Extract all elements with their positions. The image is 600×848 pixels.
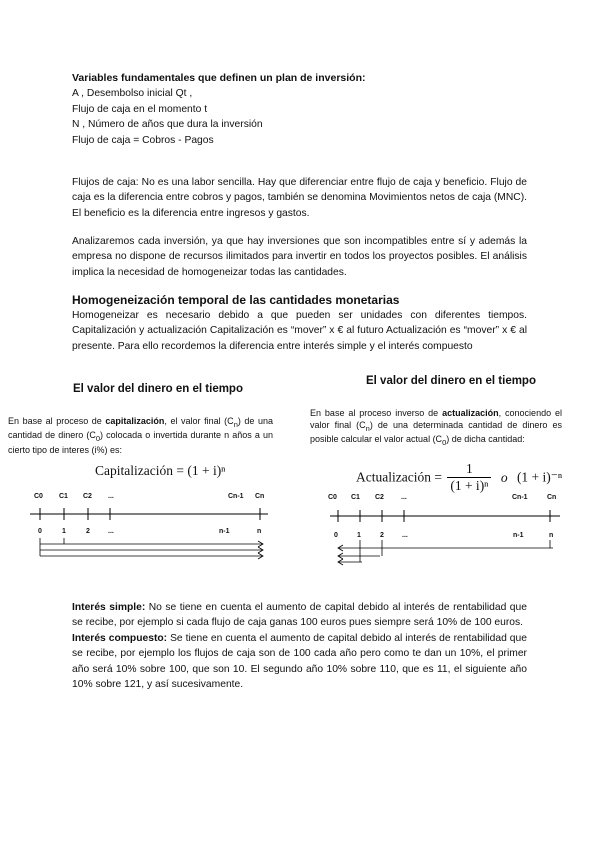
flujos-paragraph [72, 175, 527, 221]
right-capital-c0: C0 [328, 494, 337, 501]
right-period-n: n [549, 532, 554, 539]
interes-compuesto [72, 631, 527, 693]
right-capital-cn1: Cn-1 [512, 494, 528, 501]
right-period-dots: ... [402, 532, 408, 539]
analizaremos-paragraph [72, 234, 527, 280]
interes-simple [72, 600, 527, 631]
left-period-n: n [257, 528, 262, 535]
fraction-numerator: 1 [447, 461, 491, 478]
fraction-denominator: (1 + i)ⁿ [450, 478, 489, 493]
left-capital-cn: Cn [255, 493, 265, 500]
left-title: El valor del dinero en el tiempo [73, 383, 243, 395]
left-period-dots: ... [108, 528, 114, 535]
left-capital-c1: C1 [59, 493, 68, 500]
homog-title: Homogeneización temporal de las cantidades monetarias [72, 293, 400, 307]
right-capital-cn: Cn [547, 494, 557, 501]
right-period-n1: n-1 [513, 532, 524, 539]
right-period-2: 2 [380, 532, 384, 539]
left-capital-c2: C2 [83, 493, 92, 500]
right-title: El valor del dinero en el tiempo [366, 375, 536, 387]
actualizacion-rhs: (1 + i)⁻ⁿ [516, 469, 563, 485]
variable-item-a: A , Desembolso inicial Qt , [72, 88, 193, 100]
variables-section [72, 71, 532, 148]
right-capital-c2: C2 [375, 494, 384, 501]
homog-section [72, 293, 527, 354]
right-capital-c1: C1 [351, 494, 360, 501]
variable-item-formula: Flujo de caja = Cobros - Pagos [72, 134, 214, 146]
left-period-2: 2 [86, 528, 90, 535]
left-period-0: 0 [38, 528, 42, 535]
capitalizacion-formula: Capitalización = (1 + i)ⁿ [95, 463, 226, 478]
right-period-0: 0 [334, 532, 338, 539]
interes-compuesto-label: Interés compuesto: [72, 632, 168, 644]
left-text: En base al proceso de capitalización, el valor final $(C_n)$ de una cantidad de dinero $(C_0)$ colocada o invertida durante n años a un cierto tipo de interes (i%) es: [8, 416, 274, 455]
analizaremos-text: Analizaremos cada inversión, ya que hay inversiones que son incompatibles entre sí y además la empresa no dispone de recursos ilimitados para invertir en todos los proyectos posibles. El análisis implica la necesidad de homogeneizar todas las cantidades. [72, 236, 527, 278]
formula-or: o [500, 469, 508, 485]
interes-compuesto-text: Se tiene en cuenta el aumento de capital debido al interés de rentabilidad que se recibe, por ejemplo los flujos de caja son de 100 cada año pero como te dan un 10%, el primer año será 10% sobre 100, que son 10. El segundo año 10% sobre 110, que es 11, el siguiente año 10% sobre 121, y así sucesivamente. [72, 632, 527, 691]
left-capital-c0: C0 [34, 493, 43, 500]
left-period-1: 1 [62, 528, 66, 535]
variables-title: Variables fundamentales que definen un plan de inversión: [72, 72, 366, 84]
flujos-text: Flujos de caja: No es una labor sencilla. Hay que diferenciar entre flujo de caja y beneficio. Flujo de caja es la diferencia entre cobros y pagos, también se denomina Movimientos netos de caja (MNC). El beneficio es la diferencia entre ingresos y gastos. [72, 177, 528, 219]
left-period-n1: n-1 [219, 528, 230, 535]
right-text: En base al proceso inverso de actualización, conociendo el valor final $(C_n)$ de una determinada cantidad de dinero es posible calcular el valor actual $(C_0)$ de dicha cantidad: [310, 408, 563, 447]
right-capital-dots: ... [401, 494, 407, 501]
right-period-1: 1 [357, 532, 361, 539]
variable-item-n: N , Número de años que dura la inversión [72, 119, 263, 131]
interes-simple-text: No se tiene en cuenta el aumento de capital debido al interés de rentabilidad que se recibe, por ejemplo si cada flujo de caja ganas 100 euros pues siempre será 10% de 100 euros. [72, 602, 527, 629]
right-timeline-svg [318, 480, 598, 570]
left-capital-dots: ... [108, 493, 114, 500]
left-capital-cn1: Cn-1 [228, 493, 244, 500]
actualizacion-lhs: Actualización = [356, 469, 442, 485]
homog-text: Homogeneizar es necesario debido a que pueden ser unidades con diferentes tiempos. Capitalización y actualización Capitalización es “mover” x € al futuro Actualización es “mover” x € al presente. Para ello recordemos la diferencia entre interés simple y el interés compuesto [72, 310, 527, 352]
interes-section [72, 600, 527, 692]
interes-simple-label: Interés simple: [72, 602, 146, 613]
variable-item-flujo: Flujo de caja en el momento t [72, 103, 208, 115]
left-timeline-svg [0, 480, 280, 570]
